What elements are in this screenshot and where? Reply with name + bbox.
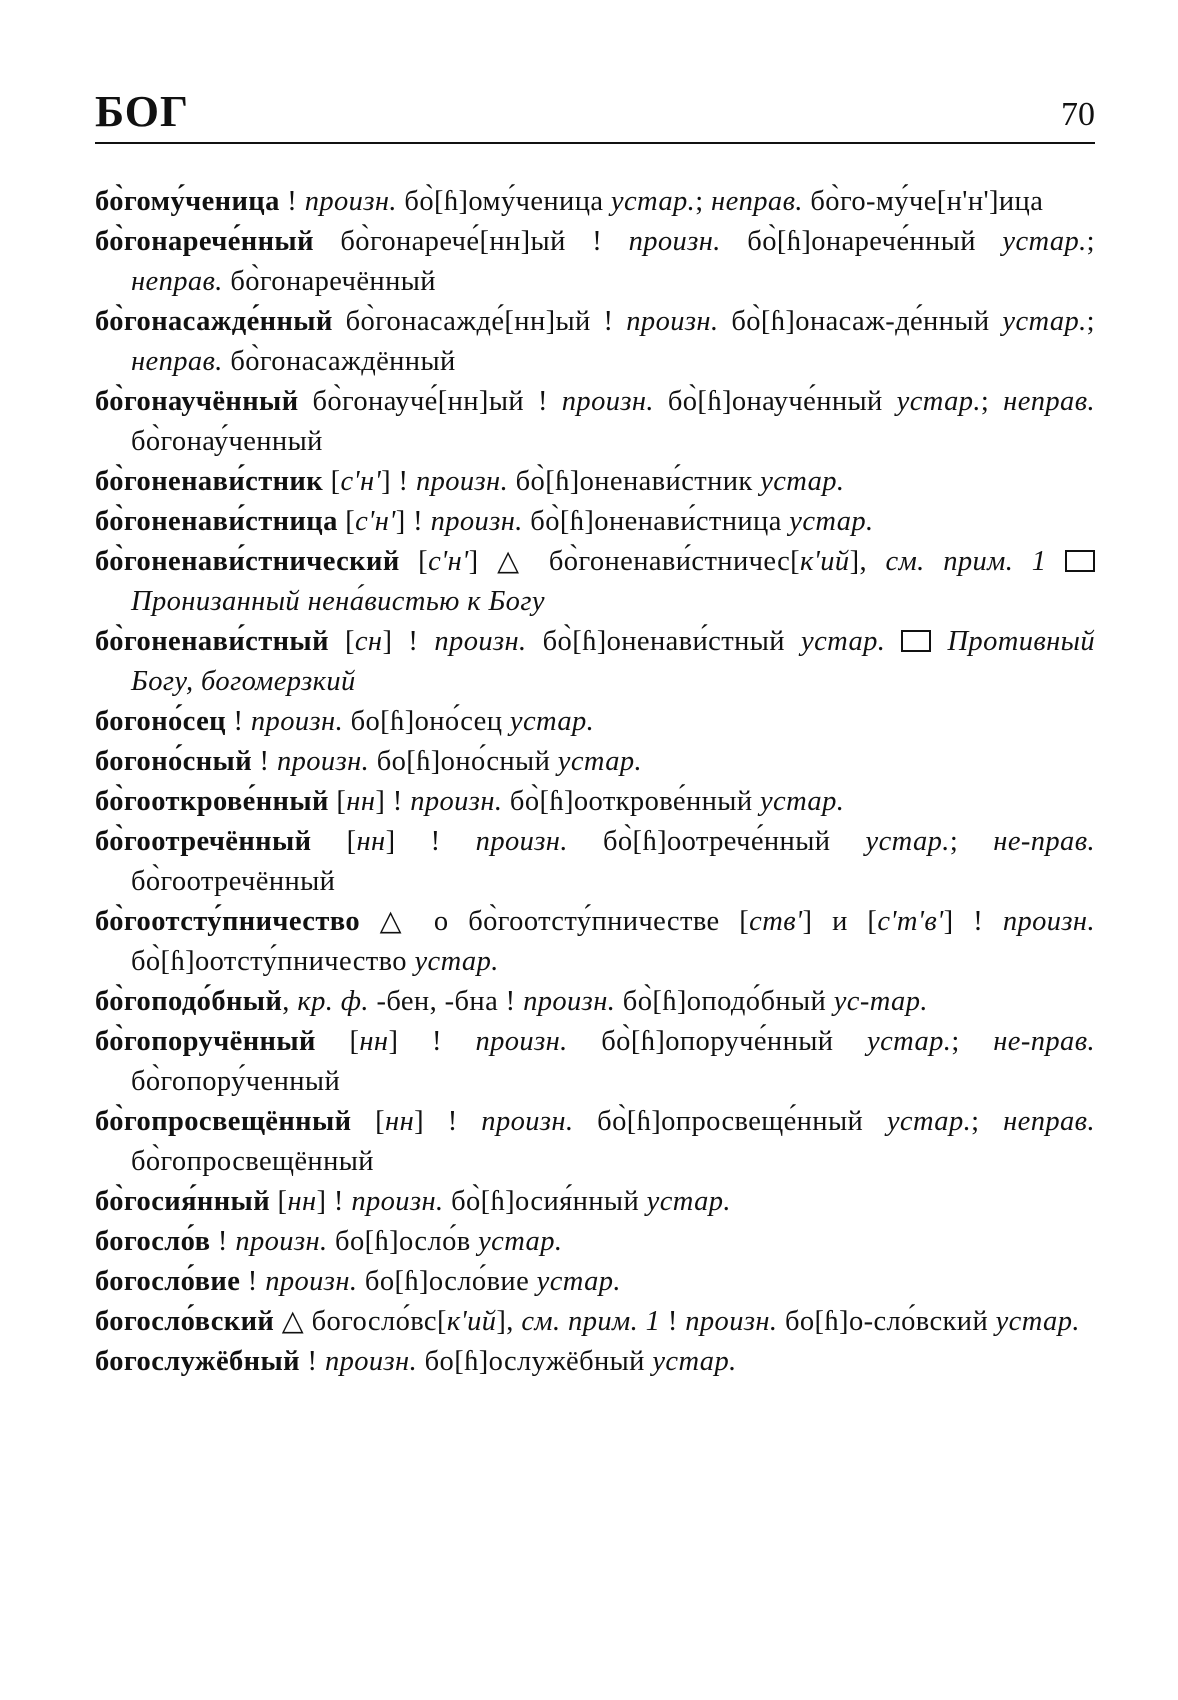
headword: бо̀гоотсту́пничество [95, 906, 360, 937]
italic-note: устар. [646, 1186, 731, 1217]
entry-text: бо̀[ɦ]оотрече́нный [567, 826, 866, 857]
italic-note: устар. [610, 186, 696, 217]
headword: бо̀гоненави́стник [95, 466, 324, 497]
italic-note: произн. [475, 826, 568, 857]
entry-text: [ [328, 786, 347, 817]
italic-note: с'н' [428, 546, 469, 577]
italic-note: нн [346, 786, 376, 817]
dictionary-entry [95, 462, 1095, 502]
italic-note: произн. [475, 1026, 568, 1057]
entry-text [931, 626, 947, 657]
dictionary-entry [95, 782, 1095, 822]
italic-note: с'н' [340, 466, 382, 497]
dictionary-entry [95, 742, 1095, 782]
headword: богослужёбный [95, 1346, 300, 1377]
entry-text: бо̀[ɦ]оненави́стница [522, 506, 790, 537]
italic-note: устар. [536, 1266, 621, 1297]
italic-note: неправ. [1003, 386, 1095, 417]
entry-text: ! [210, 1226, 236, 1257]
entry-text: ], [849, 546, 886, 577]
italic-note: произн. [626, 306, 719, 337]
italic-note: устар. [478, 1226, 563, 1257]
headword: бо̀гооткрове́нный [95, 786, 329, 817]
italic-note: произн. [561, 386, 654, 417]
entry-text: бо̀гонасажде́[нн]ый ! [332, 306, 627, 337]
headword: бо̀гопоручённый [95, 1026, 316, 1057]
headword: бо̀гонаучённый [95, 386, 299, 417]
italic-note: устар. [1002, 306, 1087, 337]
entry-text: бо[ɦ]о-сло́вский [777, 1306, 996, 1337]
entry-text: -бен, -бна ! [368, 986, 524, 1017]
italic-note: устар. [760, 466, 845, 497]
italic-note: устар. [557, 746, 643, 777]
italic-note: сн [354, 626, 383, 657]
italic-note: произн. [304, 186, 397, 217]
italic-note: устар. [865, 826, 950, 857]
entry-text: ! [279, 186, 305, 217]
entry-text: бо̀гонасаждённый [222, 346, 456, 377]
italic-note: Противный Богу, богомерзкий [131, 626, 1096, 697]
italic-note: устар. [652, 1346, 737, 1377]
headword: богосло́в [95, 1226, 211, 1257]
italic-note: кр. ф. [297, 986, 369, 1017]
headword: богоно́сный [95, 746, 253, 777]
italic-note: см. прим. 1 [885, 546, 1047, 577]
entry-text: бо[ɦ]ослужёбный [417, 1346, 653, 1377]
entry-text: [ [337, 506, 356, 537]
dictionary-entry [95, 182, 1095, 222]
entry-text: бо̀гонарече́[нн]ый ! [313, 226, 629, 257]
dictionary-entry [95, 622, 1095, 702]
entry-text: бо̀[ɦ]опоруче́нный [567, 1026, 868, 1057]
headword: бо̀гому́ченица [95, 186, 280, 217]
italic-note: устар. [867, 1026, 952, 1057]
dictionary-entry [95, 1222, 1095, 1262]
entry-text: ; [949, 826, 994, 857]
headword: бо̀гоненави́стный [95, 626, 329, 657]
entry-text: бо̀гонау́ченный [131, 426, 323, 457]
entry-text: ; [971, 1106, 1004, 1137]
headword: бо̀гоподо́бный [95, 986, 283, 1017]
headword: бо̀гопросвещённый [95, 1106, 352, 1137]
running-head: БОГ [95, 87, 190, 136]
entry-text: бо̀[ɦ]ооткрове́нный [502, 786, 760, 817]
entry-text: бо̀[ɦ]оотсту́пничество [131, 946, 415, 977]
italic-note: устар. [789, 506, 874, 537]
entry-text: ! [240, 1266, 266, 1297]
entry-text: бо̀го-му́че[н'н']ица [802, 186, 1044, 217]
entry-text: бо[ɦ]оно́сный [369, 746, 558, 777]
headword: бо̀гонасажде́нный [95, 306, 333, 337]
definition-box-icon [1065, 550, 1095, 572]
italic-note: устар. [414, 946, 499, 977]
italic-note: устар. [995, 1306, 1080, 1337]
entry-text: ] △ бо̀гоненави́стничес[ [468, 546, 801, 577]
dictionary-entry [95, 1262, 1095, 1302]
entry-text: ] ! [375, 786, 411, 817]
headword: бо̀гоотречённый [95, 826, 312, 857]
italic-note: устар. [1002, 226, 1087, 257]
entry-text: бо̀[ɦ]оподо́бный [615, 986, 834, 1017]
dictionary-entry [95, 1302, 1095, 1342]
entry-text: ] ! [395, 506, 431, 537]
dictionary-entry [95, 1022, 1095, 1102]
italic-note: устар. [896, 386, 981, 417]
dictionary-entry [95, 502, 1095, 542]
italic-note: неправ. [711, 186, 803, 217]
italic-note: произн. [410, 786, 503, 817]
italic-note: устар. [886, 1106, 972, 1137]
italic-note: нн [359, 1026, 389, 1057]
dictionary-entry [95, 1182, 1095, 1222]
entry-list [95, 182, 1095, 1382]
entry-text: бо̀[ɦ]онауче́нный [653, 386, 897, 417]
entry-text: бо̀[ɦ]оненави́стный [526, 626, 802, 657]
dictionary-entry [95, 222, 1095, 302]
italic-note: произн. [628, 226, 721, 257]
entry-text: [ [351, 1106, 386, 1137]
italic-note: произн. [1002, 906, 1095, 937]
entry-text: [ [323, 466, 341, 497]
definition-box-icon [901, 630, 931, 652]
italic-note: неправ. [131, 346, 223, 377]
entry-text: ! [299, 1346, 325, 1377]
italic-note: устар. [801, 626, 886, 657]
entry-text: ] ! [943, 906, 1003, 937]
entry-text: , [282, 986, 298, 1017]
italic-note: произн. [523, 986, 616, 1017]
italic-note: произн. [351, 1186, 444, 1217]
entry-text: бо̀гопросвещённый [131, 1146, 374, 1177]
entry-text: ] ! [382, 626, 435, 657]
dictionary-entry [95, 902, 1095, 982]
italic-note: произн. [481, 1106, 574, 1137]
entry-text: ] ! [385, 826, 476, 857]
entry-text: бо̀гонауче́[нн]ый ! [298, 386, 562, 417]
italic-note: произн. [415, 466, 509, 497]
dictionary-page [95, 0, 1095, 1700]
headword: богосло́вие [95, 1266, 241, 1297]
page-number: 70 [1061, 96, 1095, 133]
italic-note: не-прав. [993, 1026, 1095, 1057]
italic-note: с'н' [355, 506, 396, 537]
italic-note: произн. [265, 1266, 358, 1297]
dictionary-entry [95, 982, 1095, 1022]
entry-text: бо̀[ɦ]оненави́стник [508, 466, 761, 497]
headword: бо̀гоненави́стнический [95, 546, 400, 577]
page-header [95, 82, 1095, 144]
entry-text: △ богосло́вс[ [274, 1306, 447, 1337]
entry-text: ; [1086, 226, 1095, 257]
entry-text: ! [225, 706, 251, 737]
entry-text: бо̀[ɦ]ому́ченица [396, 186, 611, 217]
entry-text: ; [695, 186, 712, 217]
entry-text: бо̀[ɦ]опросвеще́нный [573, 1106, 887, 1137]
italic-note: Пронизанный нена́вистью к Богу [131, 586, 545, 617]
headword: бо̀гоненави́стница [95, 506, 338, 537]
dictionary-entry [95, 1342, 1095, 1382]
entry-text: ; [951, 1026, 994, 1057]
italic-note: произн. [324, 1346, 418, 1377]
entry-text: △ о бо̀гоотсту́пничестве [ [359, 906, 750, 937]
dictionary-entry [95, 382, 1095, 462]
italic-note: с'т'в' [877, 906, 944, 937]
entry-text: ] и [ [802, 906, 878, 937]
entry-text: [ [311, 826, 357, 857]
entry-text: бо̀гоотречённый [131, 866, 336, 897]
italic-note: к'ий [800, 546, 850, 577]
headword: богосло́вский [95, 1306, 275, 1337]
italic-note: произн. [430, 506, 523, 537]
entry-text: ! [660, 1306, 686, 1337]
entry-text: [ [328, 626, 355, 657]
entry-text: бо[ɦ]осло́в [327, 1226, 479, 1257]
entry-text: бо̀[ɦ]осия́нный [443, 1186, 647, 1217]
entry-text: бо̀[ɦ]онарече́нный [720, 226, 1003, 257]
italic-note: нн [287, 1186, 317, 1217]
entry-text: ] ! [316, 1186, 352, 1217]
entry-text: бо̀гонаречённый [222, 266, 436, 297]
italic-note: устар. [760, 786, 845, 817]
italic-note: неправ. [1003, 1106, 1095, 1137]
entry-text: [ [399, 546, 429, 577]
italic-note: произн. [235, 1226, 328, 1257]
italic-note: устар. [509, 706, 595, 737]
dictionary-entry [95, 1102, 1095, 1182]
dictionary-entry [95, 302, 1095, 382]
entry-text: ] ! [414, 1106, 482, 1137]
italic-note: произн. [685, 1306, 778, 1337]
entry-text: [ [315, 1026, 360, 1057]
entry-text: ; [980, 386, 1004, 417]
entry-text: бо̀гопору́ченный [131, 1066, 341, 1097]
entry-text: [ [270, 1186, 288, 1217]
entry-text: ], [496, 1306, 522, 1337]
dictionary-entry [95, 822, 1095, 902]
headword: бо̀гонарече́нный [95, 226, 314, 257]
entry-text: бо[ɦ]оно́сец [343, 706, 510, 737]
headword: богоно́сец [95, 706, 226, 737]
italic-note: не-прав. [993, 826, 1096, 857]
entry-text: бо̀[ɦ]онасаж-де́нный [718, 306, 1003, 337]
entry-text: бо[ɦ]осло́вие [357, 1266, 537, 1297]
italic-note: произн. [250, 706, 344, 737]
entry-text: ] ! [388, 1026, 476, 1057]
dictionary-entry [95, 702, 1095, 742]
entry-text: ] ! [381, 466, 416, 497]
dictionary-entry [95, 542, 1095, 622]
headword: бо̀госия́нный [95, 1186, 271, 1217]
italic-note: см. прим. 1 [521, 1306, 661, 1337]
entry-text [1046, 546, 1065, 577]
italic-note: произн. [276, 746, 370, 777]
italic-note: ств' [749, 906, 803, 937]
entry-text: ; [1086, 306, 1095, 337]
italic-note: нн [356, 826, 386, 857]
entry-text: ! [252, 746, 277, 777]
italic-note: неправ. [131, 266, 223, 297]
italic-note: ус-тар. [833, 986, 928, 1017]
italic-note: произн. [434, 626, 527, 657]
entry-text [885, 626, 901, 657]
italic-note: к'ий [446, 1306, 497, 1337]
italic-note: нн [385, 1106, 415, 1137]
